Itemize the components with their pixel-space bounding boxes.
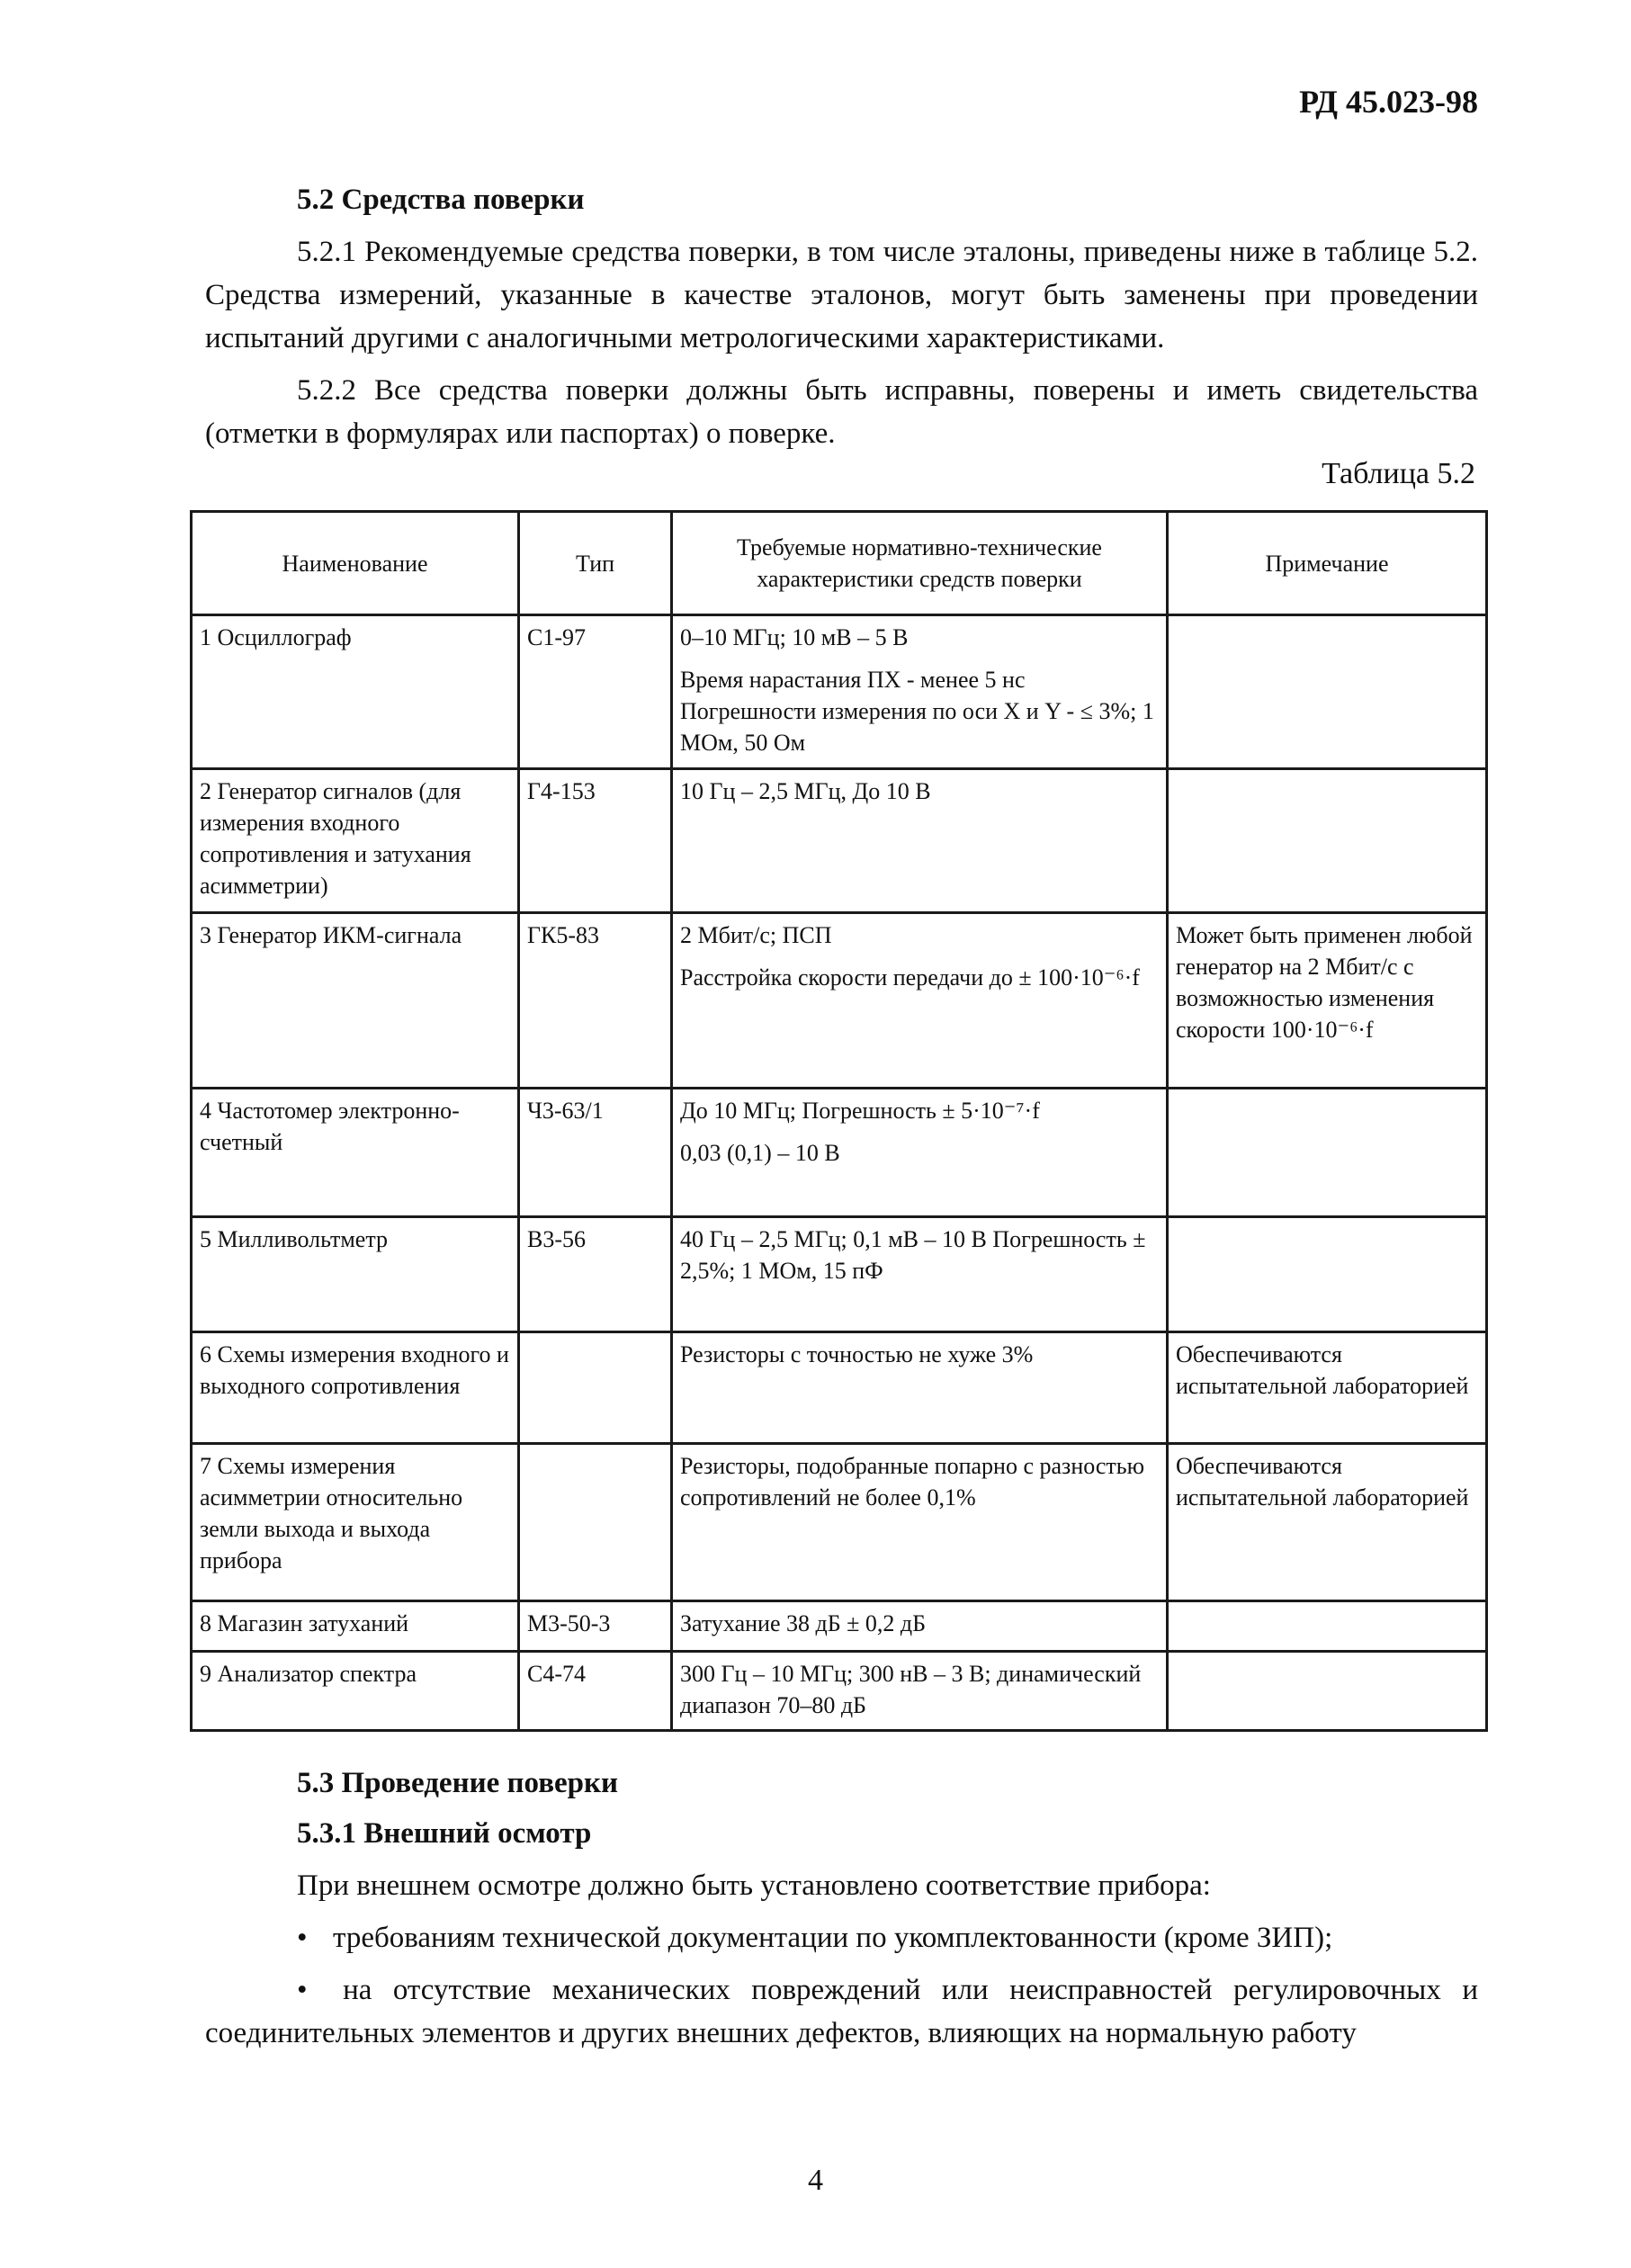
characteristic-line: 300 Гц – 10 МГц; 300 нВ – 3 В; динамический диапазон 70–80 дБ (680, 1661, 1142, 1718)
cell-name: 5 Милливольтметр (192, 1217, 519, 1332)
bullet-item (205, 1968, 1478, 2055)
cell-name: 2 Генератор сигналов (для измерения входного сопротивления и затухания асимметрии) (192, 769, 519, 913)
characteristic-line: 2 Мбит/с; ПСП (680, 922, 832, 948)
bullet-text: на отсутствие механических повреждений или неисправностей регулировочных и соединительных элементов и других внешних дефектов, влияющих на нормальную работу (205, 1974, 1478, 2049)
table-row (192, 1652, 1487, 1731)
table-caption: Таблица 5.2 (1322, 457, 1475, 490)
header-characteristics: Требуемые нормативно-технические характеристики средств поверки (672, 512, 1168, 615)
cell-note (1168, 1652, 1487, 1731)
cell-characteristics (672, 769, 1168, 913)
cell-note (1168, 1601, 1487, 1652)
cell-note: Может быть применен любой генератор на 2 Мбит/с с возможностью изменения скорости 100·10⁻⁶·f (1168, 913, 1487, 1089)
characteristic-line: 10 Гц – 2,5 МГц, До 10 В (680, 778, 931, 804)
cell-characteristics (672, 1444, 1168, 1601)
table-header-row (192, 512, 1487, 615)
cell-note (1168, 769, 1487, 913)
cell-characteristics (672, 913, 1168, 1089)
cell-type: В3-56 (519, 1217, 672, 1332)
header-note: Примечание (1168, 512, 1487, 615)
section-5-2 (205, 178, 1478, 455)
table-row (192, 1089, 1487, 1217)
cell-name: 7 Схемы измерения асимметрии относительно земли выхода и выхода прибора (192, 1444, 519, 1601)
paragraph-5-2-2: 5.2.2 Все средства поверки должны быть исправны, поверены и иметь свидетельства (отметки в формулярах или паспортах) о поверке. (205, 374, 1478, 450)
characteristic-line: 0–10 МГц; 10 мВ – 5 В (680, 624, 909, 650)
header-name: Наименование (192, 512, 519, 615)
cell-type: ГК5-83 (519, 913, 672, 1089)
table-row (192, 1217, 1487, 1332)
cell-note: Обеспечиваются испытательной лабораторией (1168, 1444, 1487, 1601)
characteristic-line: 0,03 (0,1) – 10 В (680, 1140, 840, 1166)
table-row (192, 615, 1487, 769)
characteristic-line: Расстройка скорости передачи до ± 100·10⁻⁶·f (680, 964, 1140, 991)
table-row (192, 769, 1487, 913)
cell-name: 3 Генератор ИКМ-сигнала (192, 913, 519, 1089)
verification-tools-table (190, 510, 1488, 1732)
bullet-text: требованиям технической документации по укомплектованности (кроме ЗИП); (333, 1922, 1333, 1954)
characteristic-line: Затухание 38 дБ ± 0,2 дБ (680, 1610, 927, 1636)
cell-characteristics (672, 1652, 1168, 1731)
cell-note: Обеспечиваются испытательной лабораторией (1168, 1332, 1487, 1444)
characteristic-line: 40 Гц – 2,5 МГц; 0,1 мВ – 10 В Погрешность ± 2,5%; 1 МОм, 15 пФ (680, 1226, 1146, 1284)
cell-characteristics (672, 1217, 1168, 1332)
cell-name: 1 Осциллограф (192, 615, 519, 769)
cell-type (519, 1444, 672, 1601)
table-row (192, 1332, 1487, 1444)
cell-type: С4-74 (519, 1652, 672, 1731)
table-row (192, 913, 1487, 1089)
cell-note (1168, 1089, 1487, 1217)
cell-characteristics (672, 615, 1168, 769)
characteristic-line: Резисторы с точностью не хуже 3% (680, 1341, 1034, 1367)
cell-characteristics (672, 1089, 1168, 1217)
characteristic-line: Время нарастания ПХ - менее 5 нс Погрешности измерения по оси X и Y - ≤ 3%; 1 МОм, 50 Ом (680, 667, 1154, 756)
section-heading: 5.3 Проведение поверки (297, 1767, 619, 1799)
cell-type: М3-50-3 (519, 1601, 672, 1652)
cell-characteristics (672, 1332, 1168, 1444)
page-number: 4 (808, 2164, 823, 2197)
characteristic-line: До 10 МГц; Погрешность ± 5·10⁻⁷·f (680, 1098, 1040, 1124)
section-5-3 (205, 1762, 1478, 2055)
cell-name: 6 Схемы измерения входного и выходного сопротивления (192, 1332, 519, 1444)
section-heading: 5.2 Средства поверки (297, 184, 585, 216)
bullet-item (297, 1916, 1478, 1959)
cell-name: 8 Магазин затуханий (192, 1601, 519, 1652)
cell-name: 4 Частотомер электронно-счетный (192, 1089, 519, 1217)
cell-note (1168, 1217, 1487, 1332)
subsection-heading: 5.3.1 Внешний осмотр (297, 1817, 592, 1850)
cell-type: С1-97 (519, 615, 672, 769)
bullet-icon: • (297, 1922, 308, 1954)
table-row (192, 1601, 1487, 1652)
paragraph-5-2-1: 5.2.1 Рекомендуемые средства поверки, в том числе эталоны, приведены ниже в таблице 5.2. Средства измерений, указанные в качестве эталонов, могут быть заменены при проведении испытаний другими с аналогичными метрологическими характеристиками. (205, 236, 1478, 354)
intro-paragraph: При внешнем осмотре должно быть установлено соответствие прибора: (297, 1869, 1211, 1902)
cell-name: 9 Анализатор спектра (192, 1652, 519, 1731)
cell-note (1168, 615, 1487, 769)
cell-type: Г4-153 (519, 769, 672, 913)
document-code: РД 45.023-98 (1299, 84, 1478, 120)
cell-type: Ч3-63/1 (519, 1089, 672, 1217)
bullet-icon: • (297, 1974, 308, 2006)
characteristic-line: Резисторы, подобранные попарно с разностью сопротивлений не более 0,1% (680, 1453, 1145, 1511)
header-type: Тип (519, 512, 672, 615)
cell-type (519, 1332, 672, 1444)
cell-characteristics (672, 1601, 1168, 1652)
table-row (192, 1444, 1487, 1601)
